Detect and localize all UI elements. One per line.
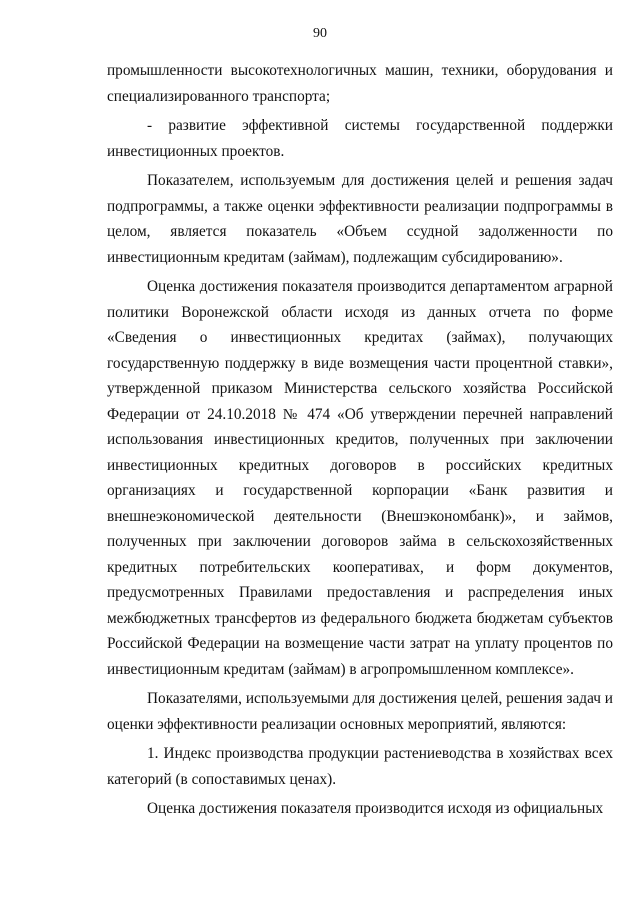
paragraph-indicator: Показателем, используемым для достижения целей и решения задач подпрограммы, а также оценки эффективности реализации подпрограммы в целом, является показатель «Объем ссудной задолженности по инвестиционным кредитам (займам), подлежащим субсидированию».: [107, 172, 613, 266]
paragraph-continuation: промышленности высокотехнологичных машин, техники, оборудования и специализированного транспорта;: [107, 62, 613, 105]
paragraph-assessment: Оценка достижения показателя производится департаментом аграрной политики Воронежской области исходя из данных отчета по форме «Сведения о инвестиционных кредитах (займах), получающих государственную поддержку в виде возмещения части процентной ставки», утвержденной приказом Министерства сельского хозяйства Российской Федерации от 24.10.2018 № 474 «Об утверждении перечней направлений использования инвестиционных кредитов, полученных при заключении инвестиционных кредитных договоров в российских кредитных организациях и государственной корпорации «Банк развития и внешнеэкономической деятельности (Внешэкономбанк)», и займов, полученных при заключении договоров займа в сельскохозяйственных кредитных потребительских кооперативах, и форм документов, предусмотренных Правилами предоставления и распределения иных межбюджетных трансфертов из федерального бюджета бюджетам субъектов Российской Федерации на возмещение части затрат на уплату процентов по инвестиционным кредитам (займам) в агропромышленном комплексе».: [107, 278, 613, 678]
paragraph-indicators-intro: Показателями, используемыми для достижения целей, решения задач и оценки эффективности реализации основных мероприятий, являются:: [107, 690, 613, 733]
page-number: 90: [313, 26, 327, 41]
paragraph-final: Оценка достижения показателя производится исходя из официальных: [147, 800, 604, 817]
paragraph-list-item: - развитие эффективной системы государственной поддержки инвестиционных проектов.: [107, 117, 613, 160]
paragraph-numbered-item: 1. Индекс производства продукции растениеводства в хозяйствах всех категорий (в сопоставимых ценах).: [107, 745, 613, 788]
document-body: [107, 58, 613, 826]
